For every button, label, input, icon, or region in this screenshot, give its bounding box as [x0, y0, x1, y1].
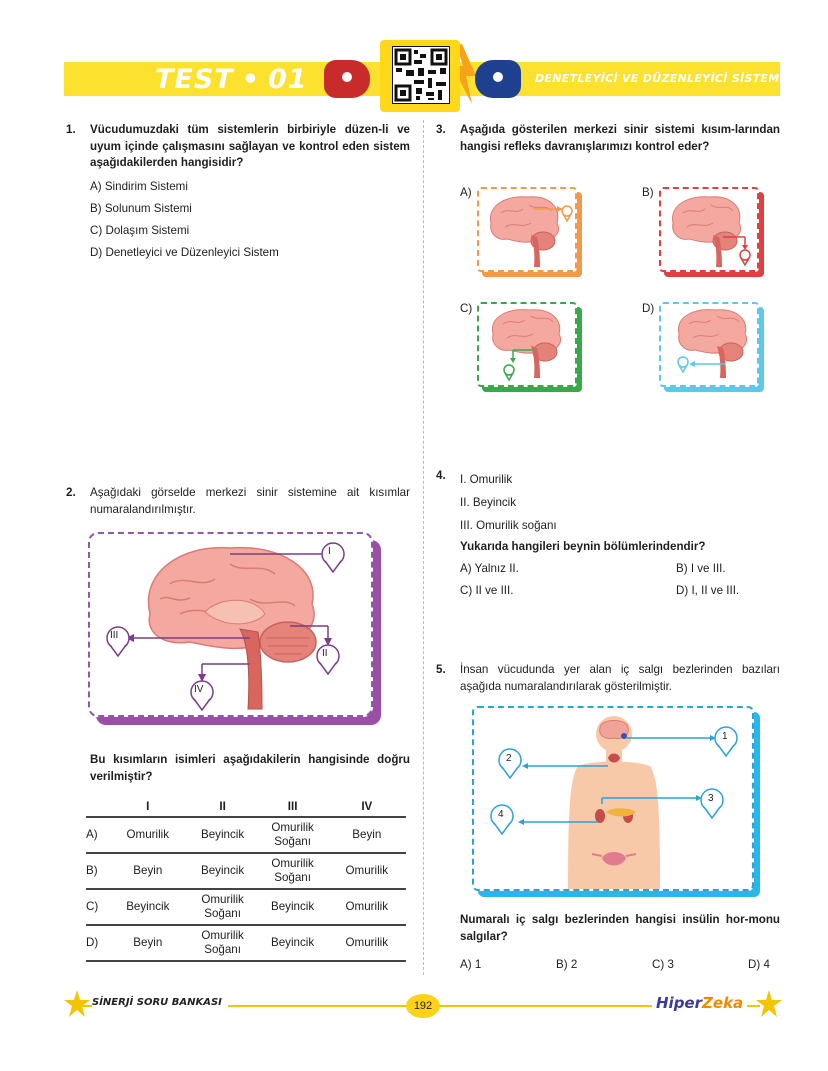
- table-cell: Beyincik: [258, 925, 328, 961]
- option-b[interactable]: B) I ve III.: [676, 562, 726, 575]
- option-c-label[interactable]: C): [460, 302, 473, 315]
- option-c-card[interactable]: [477, 302, 577, 387]
- question-number: 3.: [436, 123, 446, 136]
- option-c[interactable]: C) Dolaşım Sistemi: [90, 223, 190, 237]
- table-cell: C): [86, 889, 108, 925]
- marker-label-i: I: [328, 546, 331, 557]
- marker-label-4: 4: [498, 809, 504, 820]
- table-row[interactable]: [86, 889, 406, 925]
- marker-ii: [317, 645, 339, 674]
- question-3: [436, 122, 780, 155]
- subject-title: DENETLEYİCİ VE DÜZENLEYİCİ SİSTEMLER: [535, 72, 804, 85]
- question-2-prompt: [90, 752, 410, 785]
- option-d[interactable]: D) 4: [748, 958, 770, 971]
- boxing-glove-icon: [324, 60, 370, 98]
- question-stem: Aşağıdaki görselde merkezi sinir sistemine ait kısımlar numaralandırılmıştır.: [90, 486, 410, 516]
- table-cell: Omurilik: [108, 817, 188, 853]
- table-cell: Omurilik Soğanı: [188, 925, 258, 961]
- brain-icon: [479, 304, 575, 385]
- option-b[interactable]: B) Solunum Sistemi: [90, 201, 192, 215]
- question-stem: Vücudumuzdaki tüm sistemlerin birbiriyle düzen-li ve uyum içinde çalışmasını sağlayan ve kontrol eden sistem aşağıdakilerden hangisidir?: [90, 123, 410, 169]
- brand-logo: [652, 994, 747, 1012]
- table-header: [86, 797, 108, 817]
- table-cell: Beyincik: [188, 817, 258, 853]
- option-d-card[interactable]: [659, 302, 759, 387]
- marker-label-1: 1: [722, 731, 728, 742]
- footer-book-title: SİNERJİ SORU BANKASI: [92, 997, 228, 1008]
- brand-part-2: Zeka: [702, 994, 744, 1012]
- question-number: 4.: [436, 469, 446, 482]
- table-row[interactable]: [86, 853, 406, 889]
- marker-label-2: 2: [506, 753, 512, 764]
- table-header: II: [188, 797, 258, 817]
- table-cell: Omurilik: [328, 853, 406, 889]
- option-b-label[interactable]: B): [642, 186, 654, 199]
- endocrine-figure: [472, 706, 754, 891]
- option-b[interactable]: B) 2: [556, 958, 578, 971]
- table-cell: Omurilik: [328, 889, 406, 925]
- table-cell: Beyincik: [108, 889, 188, 925]
- question-1: [66, 122, 410, 264]
- question-5: [436, 662, 780, 695]
- brain-icon: [479, 189, 575, 270]
- page-number: 192: [406, 994, 440, 1018]
- option-a-card[interactable]: [477, 187, 577, 272]
- table-cell: Omurilik Soğanı: [258, 817, 328, 853]
- statement-ii: II. Beyincik: [460, 496, 517, 509]
- column-divider: [423, 120, 424, 975]
- question-number: 2.: [66, 486, 76, 499]
- option-d[interactable]: D) Denetleyici ve Düzenleyici Sistem: [90, 245, 279, 259]
- table-cell: Beyin: [328, 817, 406, 853]
- option-a-label[interactable]: A): [460, 186, 472, 199]
- table-cell: Omurilik: [328, 925, 406, 961]
- question-2: [66, 485, 410, 518]
- table-cell: A): [86, 817, 108, 853]
- statement-i: I. Omurilik: [460, 473, 513, 486]
- brain-icon: [661, 304, 757, 385]
- marker-label-ii: II: [322, 648, 328, 659]
- marker-i: [321, 534, 345, 572]
- test-label: TEST: [155, 64, 234, 95]
- statement-iii: III. Omurilik soğanı: [460, 519, 557, 532]
- question-stem: Aşağıda gösterilen merkezi sinir sistemi kısım-larından hangisi refleks davranışlarımızı kontrol eder?: [460, 123, 780, 153]
- question-5-prompt: [460, 912, 780, 945]
- table-row[interactable]: [86, 817, 406, 853]
- option-b-card[interactable]: [659, 187, 759, 272]
- table-cell: Beyincik: [188, 853, 258, 889]
- qr-code-icon[interactable]: [392, 46, 450, 104]
- table-header: IV: [328, 797, 406, 817]
- table-cell: B): [86, 853, 108, 889]
- table-cell: D): [86, 925, 108, 961]
- table-cell: Beyin: [108, 925, 188, 961]
- marker-label-3: 3: [708, 793, 714, 804]
- title-dot: •: [241, 64, 260, 95]
- brain-diagram: [90, 534, 371, 715]
- option-c[interactable]: C) II ve III.: [460, 584, 514, 597]
- option-a[interactable]: A) 1: [460, 958, 482, 971]
- table-cell: Omurilik Soğanı: [188, 889, 258, 925]
- table-header: III: [258, 797, 328, 817]
- boxing-glove-icon: [475, 60, 521, 98]
- answer-table: [86, 797, 406, 962]
- table-row[interactable]: [86, 925, 406, 961]
- question-text: Numaralı iç salgı bezlerinden hangisi insülin hor-monu salgılar?: [460, 913, 780, 943]
- option-d[interactable]: D) I, II ve III.: [676, 584, 740, 597]
- table-cell: Beyincik: [258, 889, 328, 925]
- option-c[interactable]: C) 3: [652, 958, 674, 971]
- option-a[interactable]: A) Sindirim Sistemi: [90, 179, 188, 193]
- question-stem: İnsan vücudunda yer alan iç salgı bezlerinden bazıları aşağıda numaralandırılarak gösterilmiştir.: [460, 663, 780, 693]
- star-icon: [756, 990, 782, 1018]
- marker-label-iii: III: [110, 630, 119, 641]
- test-title: [155, 64, 308, 95]
- brain-figure: [88, 532, 373, 717]
- question-text: Bu kısımların isimleri aşağıdakilerin hangisinde doğru verilmiştir?: [90, 753, 410, 783]
- question-number: 1.: [66, 123, 76, 136]
- table-header: I: [108, 797, 188, 817]
- brand-part-1: Hiper: [656, 994, 703, 1012]
- test-number: 01: [268, 64, 308, 95]
- option-d-label[interactable]: D): [642, 302, 655, 315]
- table-cell: Beyin: [108, 853, 188, 889]
- question-number: 5.: [436, 663, 446, 676]
- star-icon: [64, 990, 90, 1018]
- table-cell: Omurilik Soğanı: [258, 853, 328, 889]
- brain-icon: [661, 189, 757, 270]
- marker-label-iv: IV: [194, 684, 204, 695]
- option-a[interactable]: A) Yalnız II.: [460, 562, 519, 575]
- question-text: Yukarıda hangileri beynin bölümlerindendir?: [460, 540, 706, 553]
- question-4: [436, 468, 780, 556]
